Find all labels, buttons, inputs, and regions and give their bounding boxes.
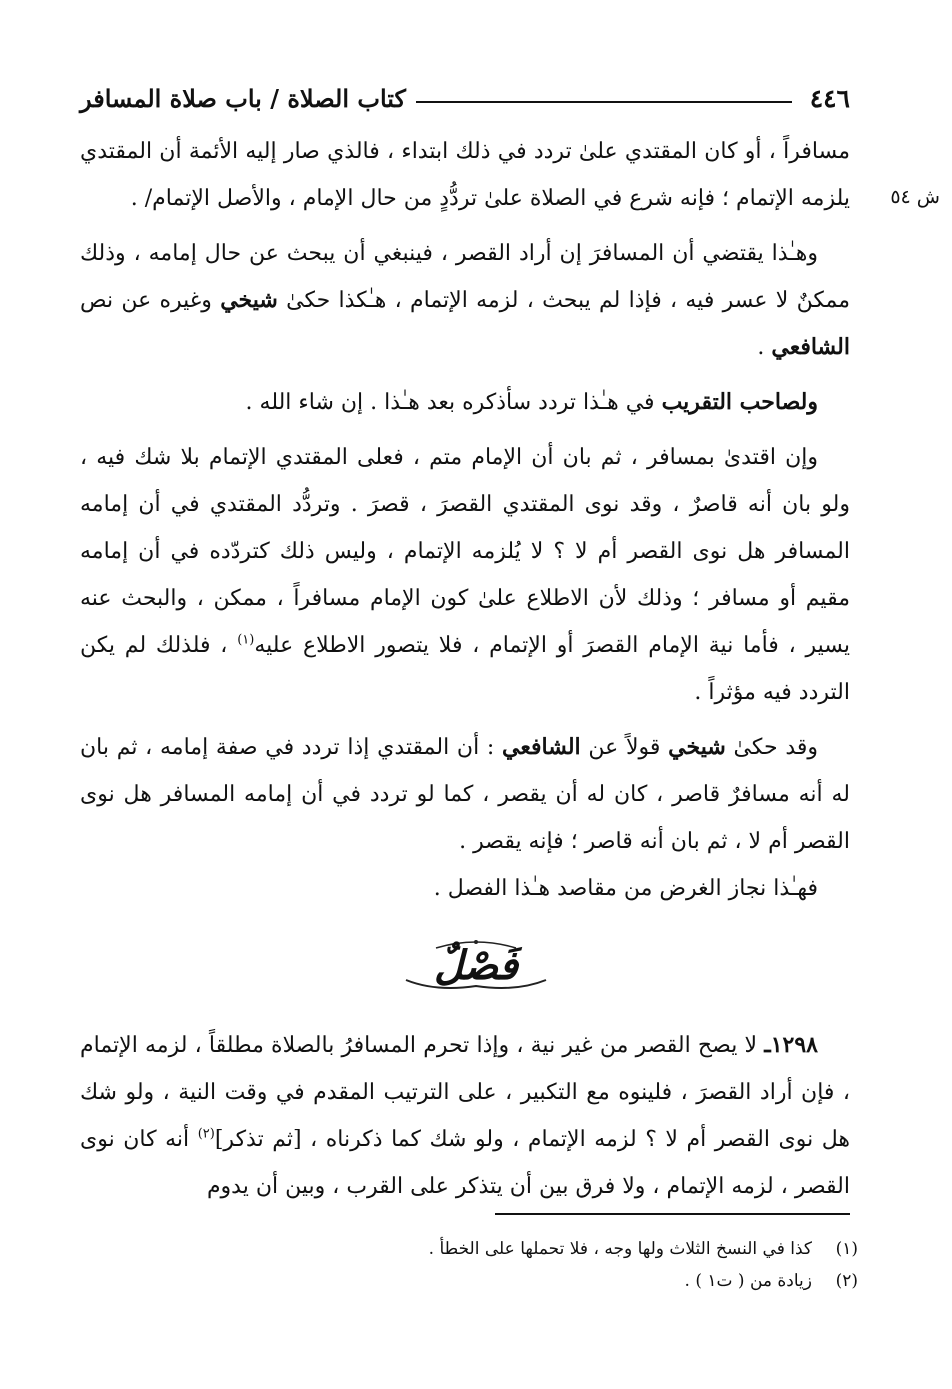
footnote-1	[80, 1233, 858, 1265]
page-number: ٤٤٦	[809, 83, 850, 113]
paragraph-5-text-2: قولاً عن	[588, 735, 661, 760]
footnote-1-number: (١)	[835, 1239, 858, 1259]
paragraph-6-text: فهـٰذا نجاز الغرض من مقاصد هـٰذا الفصل .	[433, 876, 818, 901]
running-title: كتاب الصلاة / باب صلاة المسافر	[80, 83, 406, 113]
paragraph-3	[80, 379, 850, 426]
paragraph-4-text-2: ، فلذلك لم يكن التردد فيه مؤثراً .	[80, 633, 850, 705]
paragraph-5-text: وقد حكىٰ	[733, 735, 819, 760]
paragraph-2-name-shafii: الشافعي	[771, 334, 850, 360]
paragraph-6	[80, 865, 850, 912]
header-rule	[416, 101, 792, 103]
paragraph-5-name-shafii: الشافعي	[502, 734, 581, 760]
paragraph-2	[80, 230, 850, 371]
page-header	[80, 80, 850, 116]
paragraph-7-text: لا يصح القصر من غير نية ، وإذا تحرم المسافرُ بالصلاة مطلقاً ، لزمه الإتمام ، فإن أراد القصرَ ، فلينوه مع التكبير ، على الترتيب المقدم في وقت النية ، ولو شك هل نوى القصر أم لا ؟ لزمه الإتمام ، ولو شك كما ذكرناه ، [ثم تذكر]	[80, 1033, 850, 1152]
main-text-lower	[80, 1022, 850, 1210]
paragraph-7-number: ١٢٩٨ـ	[764, 1032, 818, 1058]
paragraph-7	[80, 1022, 850, 1210]
paragraph-3-name-tarqib: ولصاحب التقريب	[661, 389, 818, 415]
main-text-upper	[80, 128, 850, 912]
paragraph-2-text: وهـٰذا يقتضي أن المسافرَ إن أراد القصر ، فينبغي أن يبحث عن حال إمامه ، وذلك ممكنٌ لا عسر فيه ، فإذا لم يبحث ، لزمه الإتمام ، هـٰكذا حكىٰ	[80, 241, 850, 313]
footnote-separator	[495, 1213, 850, 1215]
footnote-2-number: (٢)	[835, 1271, 858, 1291]
paragraph-2-text-2: وغيره عن نص	[80, 288, 212, 313]
paragraph-5	[80, 724, 850, 865]
paragraph-1-text: مسافراً ، أو كان المقتدي علىٰ تردد في ذلك ابتداء ، فالذي صار إليه الأئمة أن المقتدي يلزمه الإتمام ؛ فإنه شرع في الصلاة علىٰ تردُّدٍ من حال الإمام ، والأصل الإتمام/ .	[80, 139, 850, 211]
footnote-marker-2: (٢)	[197, 1126, 215, 1142]
section-heading-fasl	[376, 930, 576, 1000]
paragraph-4	[80, 434, 850, 716]
paragraph-4-text: وإن اقتدىٰ بمسافر ، ثم بان أن الإمام متم ، فعلى المقتدي الإتمام بلا شك فيه ، ولو بان أنه قاصرٌ ، وقد نوى المقتدي القصرَ ، قصرَ . وتردُّد المقتدي في أن إمامه المسافر هل نوى القصر أم لا ؟ لا يُلزمه الإتمام ، وليس ذلك كتردّده في أن إمامه مقيم أو مسافر ؛ وذلك لأن الاطلاع علىٰ كون الإمام مسافراً ، ممكن ، والبحث عنه يسير ، فأما نية الإمام القصرَ أو الإتمام ، فلا يتصور الاطلاع عليه	[80, 445, 851, 658]
footnote-1-text: كذا في النسخ الثلاث ولها وجه ، فلا تحملها على الخطأ .	[428, 1239, 812, 1259]
footnote-2-text: زيادة من ( ت١ ) .	[684, 1271, 812, 1291]
paragraph-7-text-2: أنه كان نوى القصر ، لزمه الإتمام ، ولا فرق بين أن يتذكر على القرب ، وبين أن يدوم	[80, 1127, 850, 1199]
manuscript-folio-reference: ش ٥٤	[890, 186, 940, 208]
paragraph-5-name-shaykhi: شيخي	[668, 734, 726, 760]
footnotes	[80, 1233, 858, 1297]
section-heading-text: فَصْلٌ	[433, 941, 519, 989]
paragraph-1	[80, 128, 850, 222]
footnote-2	[80, 1265, 858, 1297]
paragraph-2-name-shaykhi: شيخي	[220, 287, 278, 313]
paragraph-2-text-3: .	[757, 335, 765, 360]
footnote-marker-1: (١)	[237, 632, 255, 648]
paragraph-3-text: في هـٰذا تردد سأذكره بعد هـٰذا . إن شاء الله .	[245, 390, 655, 415]
paragraph-5-text-3: : أن المقتدي إذا تردد في صفة إمامه ، ثم بان له أنه مسافرٌ قاصر ، كان له أن يقصر ، كما لو تردد في أن إمامه المسافر هل نوى القصر أم لا ، ثم بان أنه قاصر ؛ فإنه يقصر .	[80, 735, 850, 854]
